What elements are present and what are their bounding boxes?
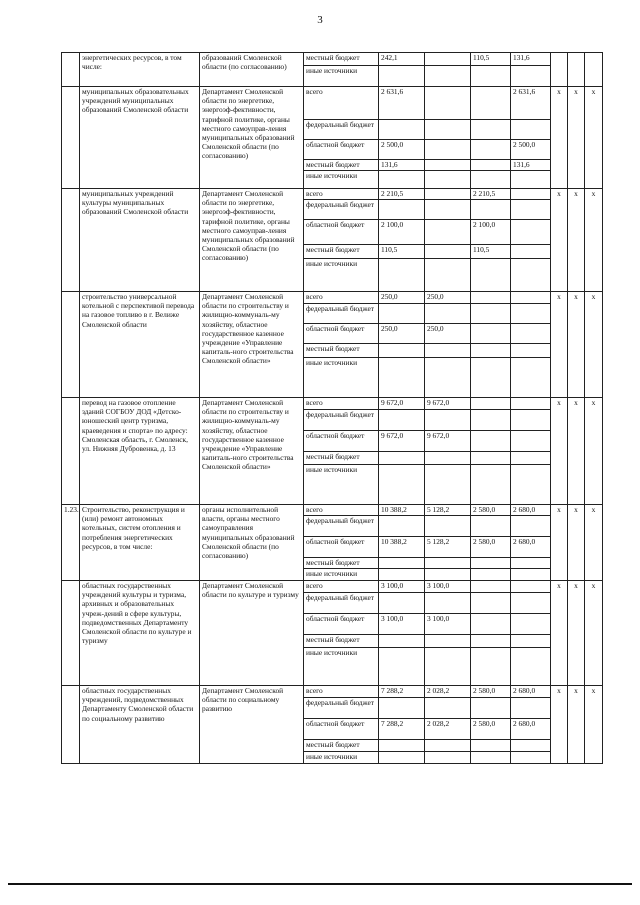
amount-cell: 2 580,0: [471, 505, 511, 516]
amount-cell: 9 672,0: [425, 431, 471, 452]
amount-cell: [471, 593, 511, 614]
amount-cell: 7 288,2: [379, 686, 425, 698]
amount-cell: [471, 171, 511, 189]
funding-source-cell: иные источники: [304, 66, 379, 87]
amount-cell: [471, 358, 511, 398]
amount-cell: [511, 245, 551, 259]
mark-cell: x: [568, 686, 585, 764]
amount-cell: [425, 465, 471, 505]
amount-cell: [511, 398, 551, 410]
amount-cell: 9 672,0: [379, 431, 425, 452]
amount-cell: [425, 358, 471, 398]
amount-cell: [511, 189, 551, 200]
amount-cell: 242,1: [379, 53, 425, 66]
executor-cell: Департамент Смоленской области по энергетике, энергоэф-фективности, тарифной политике, органы местного самоупрaв-ления муниципальных образований Смоленской области (по согласованию): [200, 189, 304, 292]
amount-cell: [379, 171, 425, 189]
amount-cell: [511, 171, 551, 189]
funding-source-cell: иные источники: [304, 648, 379, 686]
amount-cell: 2 580,0: [471, 686, 511, 698]
funding-source-cell: областной бюджет: [304, 431, 379, 452]
mark-cell: x: [568, 505, 585, 581]
amount-cell: 9 672,0: [425, 398, 471, 410]
funding-source-cell: местный бюджет: [304, 740, 379, 752]
mark-cell: x: [585, 581, 603, 686]
executor-cell: Департамент Смоленской области по строительству и жилищно-коммуналь-му хозяйству, областное государственное казенное учреждение «Управление капиталь-ного строительства Смоленской области»: [200, 292, 304, 398]
amount-cell: [511, 635, 551, 648]
funding-source-cell: местный бюджет: [304, 245, 379, 259]
amount-cell: [511, 292, 551, 304]
amount-cell: 2 100,0: [471, 220, 511, 245]
amount-cell: [511, 581, 551, 593]
amount-cell: [425, 410, 471, 431]
amount-cell: [379, 358, 425, 398]
amount-cell: [425, 171, 471, 189]
amount-cell: [425, 189, 471, 200]
amount-cell: 3 100,0: [425, 581, 471, 593]
amount-cell: [511, 304, 551, 324]
measure-name-cell: перевод на газовое отопление зданий СОГБОУ ДОД «Детско-юношеский центр туризма, краеведения и спорта» по адресу: Смоленская область, г. Смоленск, ул. Нижняя Дубровенка, д. 13: [80, 398, 200, 505]
amount-cell: [511, 516, 551, 537]
amount-cell: [379, 698, 425, 719]
amount-cell: [511, 752, 551, 764]
funding-source-cell: федеральный бюджет: [304, 120, 379, 140]
amount-cell: [471, 259, 511, 292]
funding-source-cell: федеральный бюджет: [304, 593, 379, 614]
mark-cell: [568, 53, 585, 87]
amount-cell: [511, 593, 551, 614]
amount-cell: [425, 593, 471, 614]
amount-cell: [511, 259, 551, 292]
measure-name-cell: муниципальных учреждений культуры муниципальных образований Смоленской области: [80, 189, 200, 292]
mark-cell: x: [551, 505, 568, 581]
page-number: 3: [317, 14, 323, 26]
measure-name-cell: областных государственных учреждений, подведомственных Департаменту Смоленской области по социальному развитию: [80, 686, 200, 764]
amount-cell: [471, 648, 511, 686]
amount-cell: 2 100,0: [379, 220, 425, 245]
amount-cell: [471, 200, 511, 220]
funding-source-cell: иные источники: [304, 358, 379, 398]
funding-source-cell: местный бюджет: [304, 452, 379, 465]
amount-cell: 131,6: [379, 160, 425, 171]
amount-cell: [425, 344, 471, 358]
amount-cell: [425, 569, 471, 581]
funding-source-cell: всего: [304, 686, 379, 698]
amount-cell: [511, 648, 551, 686]
funding-source-cell: областной бюджет: [304, 614, 379, 635]
amount-cell: 10 388,2: [379, 537, 425, 558]
table-row: [62, 505, 603, 516]
item-number-cell: [62, 398, 80, 505]
mark-cell: x: [568, 292, 585, 398]
funding-source-cell: областной бюджет: [304, 140, 379, 160]
amount-cell: [425, 120, 471, 140]
amount-cell: 2 210,5: [471, 189, 511, 200]
amount-cell: 250,0: [425, 324, 471, 344]
measure-name-cell: Строительство, реконструкция и (или) ремонт автономных котельных, систем отопления и потребления энергетических ресурсов, в том числе:: [80, 505, 200, 581]
funding-source-cell: всего: [304, 189, 379, 200]
amount-cell: [471, 516, 511, 537]
amount-cell: [471, 410, 511, 431]
amount-cell: [425, 740, 471, 752]
mark-cell: [585, 53, 603, 87]
amount-cell: [425, 558, 471, 569]
amount-cell: [379, 516, 425, 537]
mark-cell: x: [568, 581, 585, 686]
table-row: [62, 87, 603, 120]
amount-cell: 2 500,0: [379, 140, 425, 160]
amount-cell: [511, 220, 551, 245]
item-number-cell: [62, 686, 80, 764]
amount-cell: [471, 292, 511, 304]
amount-cell: 2 580,0: [471, 719, 511, 740]
amount-cell: 250,0: [379, 324, 425, 344]
amount-cell: [511, 120, 551, 140]
item-number-cell: 1.23.: [62, 505, 80, 581]
amount-cell: [379, 465, 425, 505]
amount-cell: [379, 410, 425, 431]
amount-cell: [471, 558, 511, 569]
amount-cell: [379, 752, 425, 764]
executor-cell: Департамент Смоленской области по социальному развитию: [200, 686, 304, 764]
amount-cell: [425, 635, 471, 648]
funding-source-cell: федеральный бюджет: [304, 304, 379, 324]
amount-cell: 250,0: [425, 292, 471, 304]
amount-cell: [471, 740, 511, 752]
amount-cell: [511, 569, 551, 581]
mark-cell: x: [585, 398, 603, 505]
mark-cell: x: [585, 87, 603, 189]
amount-cell: 2 631,6: [511, 87, 551, 120]
item-number-cell: [62, 581, 80, 686]
table-row: [62, 581, 603, 593]
amount-cell: [425, 452, 471, 465]
amount-cell: [425, 304, 471, 324]
amount-cell: [379, 200, 425, 220]
measure-name-cell: муниципальных образовательных учреждений муниципальных образований Смоленской области: [80, 87, 200, 189]
item-number-cell: [62, 292, 80, 398]
amount-cell: [379, 593, 425, 614]
mark-cell: x: [568, 87, 585, 189]
amount-cell: 3 100,0: [425, 614, 471, 635]
amount-cell: [425, 140, 471, 160]
executor-cell: Департамент Смоленской области по энергетике, энергоэф-фективности, тарифной политике, органы местного самоупрaв-ления муниципальных образований Смоленской области (по согласованию): [200, 87, 304, 189]
amount-cell: [471, 452, 511, 465]
funding-source-cell: областной бюджет: [304, 220, 379, 245]
amount-cell: 2 500,0: [511, 140, 551, 160]
amount-cell: [425, 160, 471, 171]
amount-cell: 2 680,0: [511, 719, 551, 740]
amount-cell: [425, 259, 471, 292]
amount-cell: [511, 452, 551, 465]
program-table: [61, 52, 603, 764]
amount-cell: [471, 431, 511, 452]
amount-cell: [511, 558, 551, 569]
amount-cell: [425, 87, 471, 120]
amount-cell: 3 100,0: [379, 614, 425, 635]
mark-cell: x: [551, 189, 568, 292]
mark-cell: [551, 53, 568, 87]
mark-cell: x: [551, 398, 568, 505]
mark-cell: x: [551, 686, 568, 764]
amount-cell: [471, 304, 511, 324]
mark-cell: x: [568, 189, 585, 292]
table-row: [62, 686, 603, 698]
funding-source-cell: иные источники: [304, 569, 379, 581]
funding-source-cell: иные источники: [304, 171, 379, 189]
funding-source-cell: всего: [304, 87, 379, 120]
amount-cell: [511, 324, 551, 344]
funding-source-cell: местный бюджет: [304, 635, 379, 648]
funding-source-cell: федеральный бюджет: [304, 410, 379, 431]
amount-cell: [471, 752, 511, 764]
amount-cell: [471, 324, 511, 344]
amount-cell: [471, 581, 511, 593]
funding-source-cell: местный бюджет: [304, 160, 379, 171]
amount-cell: [379, 66, 425, 87]
amount-cell: 2 631,6: [379, 87, 425, 120]
amount-cell: 2 210,5: [379, 189, 425, 200]
amount-cell: [379, 635, 425, 648]
funding-source-cell: иные источники: [304, 465, 379, 505]
amount-cell: [511, 200, 551, 220]
measure-name-cell: строительство универсальной котельной с перспективой перевода на газовое топливо в г. Велиже Смоленской области: [80, 292, 200, 398]
amount-cell: [425, 516, 471, 537]
amount-cell: [425, 752, 471, 764]
mark-cell: x: [551, 87, 568, 189]
amount-cell: [471, 160, 511, 171]
amount-cell: 2 580,0: [471, 537, 511, 558]
amount-cell: 110,5: [471, 53, 511, 66]
mark-cell: x: [568, 398, 585, 505]
funding-source-cell: федеральный бюджет: [304, 698, 379, 719]
funding-source-cell: местный бюджет: [304, 53, 379, 66]
mark-cell: x: [551, 292, 568, 398]
executor-cell: Департамент Смоленской области по культуре и туризму: [200, 581, 304, 686]
amount-cell: [511, 344, 551, 358]
amount-cell: [471, 87, 511, 120]
amount-cell: [425, 66, 471, 87]
funding-source-cell: всего: [304, 398, 379, 410]
amount-cell: [471, 398, 511, 410]
amount-cell: [511, 66, 551, 87]
amount-cell: [471, 614, 511, 635]
funding-source-cell: иные источники: [304, 259, 379, 292]
amount-cell: 3 100,0: [379, 581, 425, 593]
mark-cell: x: [585, 505, 603, 581]
funding-source-cell: федеральный бюджет: [304, 200, 379, 220]
amount-cell: [471, 344, 511, 358]
funding-source-cell: местный бюджет: [304, 344, 379, 358]
amount-cell: [471, 140, 511, 160]
amount-cell: [425, 245, 471, 259]
table-row: [62, 53, 603, 66]
amount-cell: [471, 569, 511, 581]
amount-cell: 2 680,0: [511, 505, 551, 516]
amount-cell: [425, 200, 471, 220]
measure-name-cell: энергетических ресурсов, в том числе:: [80, 53, 200, 87]
measure-name-cell: областных государственных учреждений культуры и туризма, архивных и образовательных учреж-дений в сфере культуры, подведомственных Департаменту Смоленской области по культуре и туризму: [80, 581, 200, 686]
amount-cell: [379, 344, 425, 358]
funding-source-cell: областной бюджет: [304, 719, 379, 740]
mark-cell: x: [585, 292, 603, 398]
amount-cell: [425, 698, 471, 719]
amount-cell: 10 388,2: [379, 505, 425, 516]
amount-cell: [471, 465, 511, 505]
amount-cell: [511, 410, 551, 431]
amount-cell: [379, 120, 425, 140]
amount-cell: 9 672,0: [379, 398, 425, 410]
page-bottom-rule: [8, 883, 632, 885]
funding-source-cell: областной бюджет: [304, 537, 379, 558]
funding-source-cell: областной бюджет: [304, 324, 379, 344]
funding-source-cell: федеральный бюджет: [304, 516, 379, 537]
amount-cell: [511, 358, 551, 398]
funding-source-cell: всего: [304, 505, 379, 516]
table-row: [62, 398, 603, 410]
amount-cell: 7 288,2: [379, 719, 425, 740]
executor-cell: образований Смоленской области (по согласованию): [200, 53, 304, 87]
mark-cell: x: [585, 686, 603, 764]
amount-cell: [379, 740, 425, 752]
amount-cell: [471, 635, 511, 648]
amount-cell: [379, 569, 425, 581]
amount-cell: [425, 648, 471, 686]
amount-cell: [511, 698, 551, 719]
funding-source-cell: местный бюджет: [304, 558, 379, 569]
funding-source-cell: всего: [304, 581, 379, 593]
amount-cell: [471, 698, 511, 719]
amount-cell: 131,6: [511, 53, 551, 66]
amount-cell: [511, 740, 551, 752]
amount-cell: 131,6: [511, 160, 551, 171]
amount-cell: 2 028,2: [425, 719, 471, 740]
amount-cell: [379, 304, 425, 324]
funding-source-cell: всего: [304, 292, 379, 304]
item-number-cell: [62, 53, 80, 87]
table-row: [62, 292, 603, 304]
executor-cell: органы исполнительной власти, органы местного самоуправления муниципальных образований Смоленской области (по согласованию): [200, 505, 304, 581]
amount-cell: [379, 452, 425, 465]
amount-cell: 110,5: [471, 245, 511, 259]
mark-cell: x: [585, 189, 603, 292]
amount-cell: [471, 66, 511, 87]
item-number-cell: [62, 87, 80, 189]
amount-cell: 250,0: [379, 292, 425, 304]
amount-cell: [471, 120, 511, 140]
amount-cell: 5 128,2: [425, 537, 471, 558]
amount-cell: 110,5: [379, 245, 425, 259]
amount-cell: [379, 259, 425, 292]
amount-cell: 5 128,2: [425, 505, 471, 516]
amount-cell: [379, 558, 425, 569]
amount-cell: 2 680,0: [511, 537, 551, 558]
executor-cell: Департамент Смоленской области по строительству и жилищно-коммуналь-му хозяйству, областное государственное казенное учреждение «Управление капиталь-ного строительства Смоленской области»: [200, 398, 304, 505]
table-row: [62, 189, 603, 200]
amount-cell: [511, 465, 551, 505]
amount-cell: [379, 648, 425, 686]
mark-cell: x: [551, 581, 568, 686]
amount-cell: [511, 431, 551, 452]
amount-cell: [425, 53, 471, 66]
amount-cell: 2 028,2: [425, 686, 471, 698]
item-number-cell: [62, 189, 80, 292]
amount-cell: [425, 220, 471, 245]
amount-cell: [511, 614, 551, 635]
funding-source-cell: иные источники: [304, 752, 379, 764]
amount-cell: 2 680,0: [511, 686, 551, 698]
